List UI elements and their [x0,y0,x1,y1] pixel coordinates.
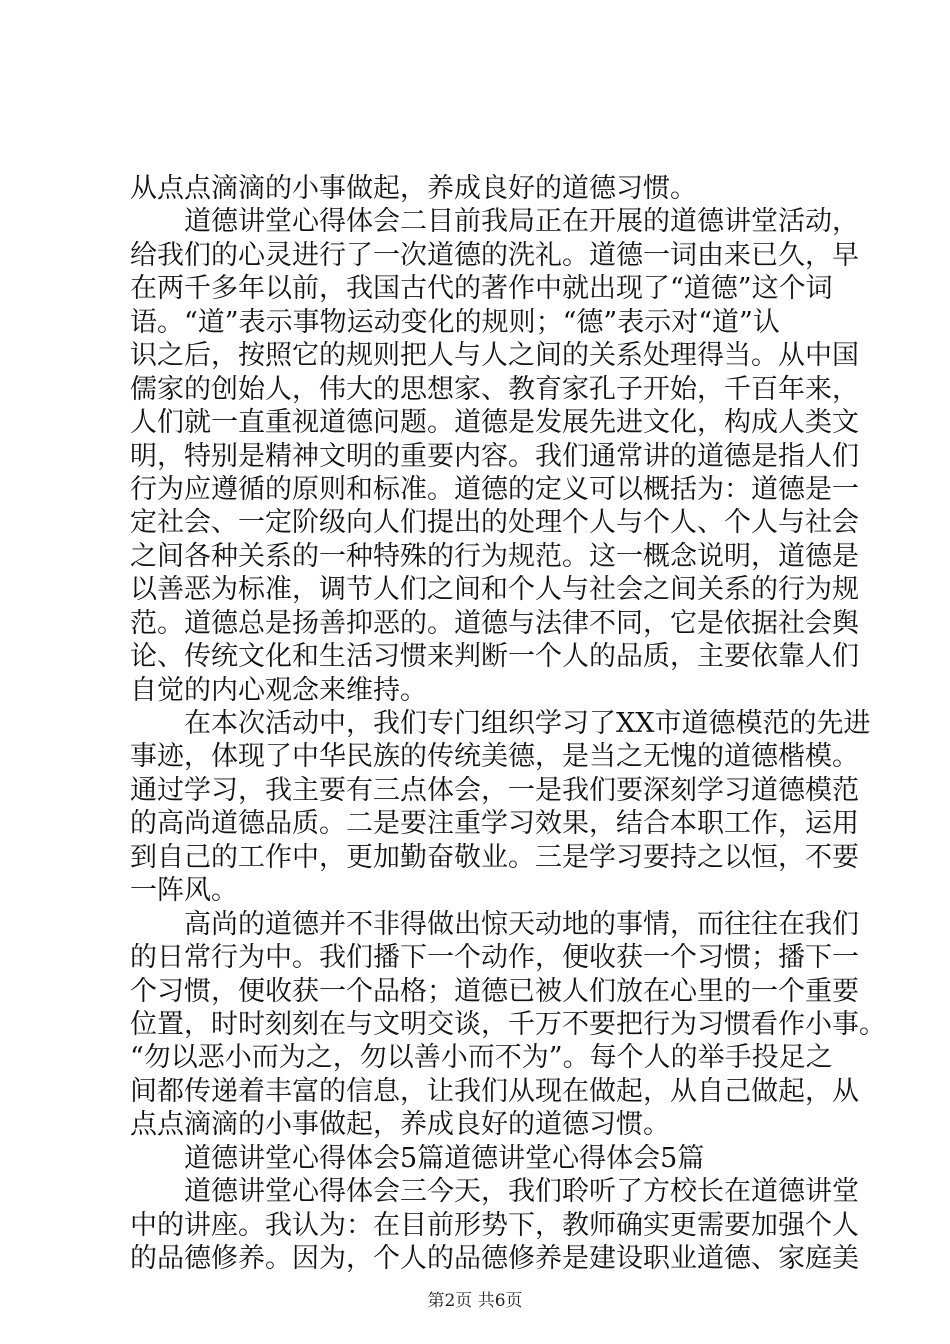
text-line-content: 定社会、一定阶级向人们提出的处理个人与个人、个人与社会 [130,507,859,538]
text-line-content: 给我们的心灵进行了一次道德的洗礼。道德一词由来已久，早 [130,240,859,271]
text-line-content: 一阵风。 [130,875,238,906]
text-line-content: 到自己的工作中，更加勤奋敬业。三是学习要持之以恒，不要 [130,842,859,873]
text-line-content: 点点滴滴的小事做起，养成良好的道德习惯。 [130,1109,670,1140]
text-line-content: “勿以恶小而为之，勿以善小而不为”。每个人的举手投足之 [130,1042,833,1073]
text-line-content: 个习惯，便收获一个品格；道德已被人们放在心里的一个重要 [130,976,859,1007]
text-line-content: 在本次活动中，我们专门组织学习了XX市道德模范的先进 [184,708,871,739]
text-line-content: 位置，时时刻刻在与文明交谈，千万不要把行为习惯看作小事。 [130,1009,886,1040]
text-line-content: 中的讲座。我认为：在目前形势下，教师确实更需要加强个人 [130,1210,859,1241]
text-line-content: 儒家的创始人，伟大的思想家、教育家孔子开始，千百年来， [130,374,859,405]
text-line-content: 的高尚道德品质。二是要注重学习效果，结合本职工作，运用 [130,808,859,839]
text-line-content: 范。道德总是扬善抑恶的。道德与法律不同，它是依据社会舆 [130,608,859,639]
text-line-content: 高尚的道德并不非得做出惊天动地的事情，而往往在我们 [184,909,859,940]
text-line-content: 道德讲堂心得体会三今天，我们聆听了方校长在道德讲堂 [184,1176,859,1207]
text-line-content: 论、传统文化和生活习惯来判断一个人的品质，主要依靠人们 [130,641,859,672]
page-number-label: 第2页 共6页 [427,1291,523,1311]
text-line-content: 以善恶为标准，调节人们之间和个人与社会之间关系的行为规 [130,574,859,605]
text-line-content: 行为应遵循的原则和标准。道德的定义可以概括为：道德是一 [130,474,859,505]
page-footer [0,1290,950,1312]
text-line-content: 自觉的内心观念来维持。 [130,675,427,706]
text-line-content: 道德讲堂心得体会二目前我局正在开展的道德讲堂活动， [184,206,859,237]
text-line-content: 事迹，体现了中华民族的传统美德，是当之无愧的道德楷模。 [130,741,859,772]
text-line-content: 语。“道”表示事物运动变化的规则；“德”表示对“道”认 [130,307,780,338]
text-line-content: 通过学习，我主要有三点体会，一是我们要深刻学习道德模范 [130,775,859,806]
text-line-content: 识之后，按照它的规则把人与人之间的关系处理得当。从中国 [130,340,859,371]
text-line-content: 之间各种关系的一种特殊的行为规范。这一概念说明，道德是 [130,541,859,572]
text-line-content: 的品德修养。因为，个人的品德修养是建设职业道德、家庭美 [130,1243,859,1274]
text-line-content: 的日常行为中。我们播下一个动作，便收获一个习惯；播下一 [130,942,859,973]
text-line-content: 人们就一直重视道德问题。道德是发展先进文化，构成人类文 [130,407,859,438]
text-line-content: 间都传递着丰富的信息，让我们从现在做起，从自己做起，从 [130,1076,859,1107]
text-line-content: 从点点滴滴的小事做起，养成良好的道德习惯。 [130,173,697,204]
text-line-content: 道德讲堂心得体会5篇道德讲堂心得体会5篇 [184,1143,705,1174]
text-line-content: 明，特别是精神文明的重要内容。我们通常讲的道德是指人们 [130,441,859,472]
text-line-content: 在两千多年以前，我国古代的著作中就出现了“道德”这个词 [130,273,833,304]
